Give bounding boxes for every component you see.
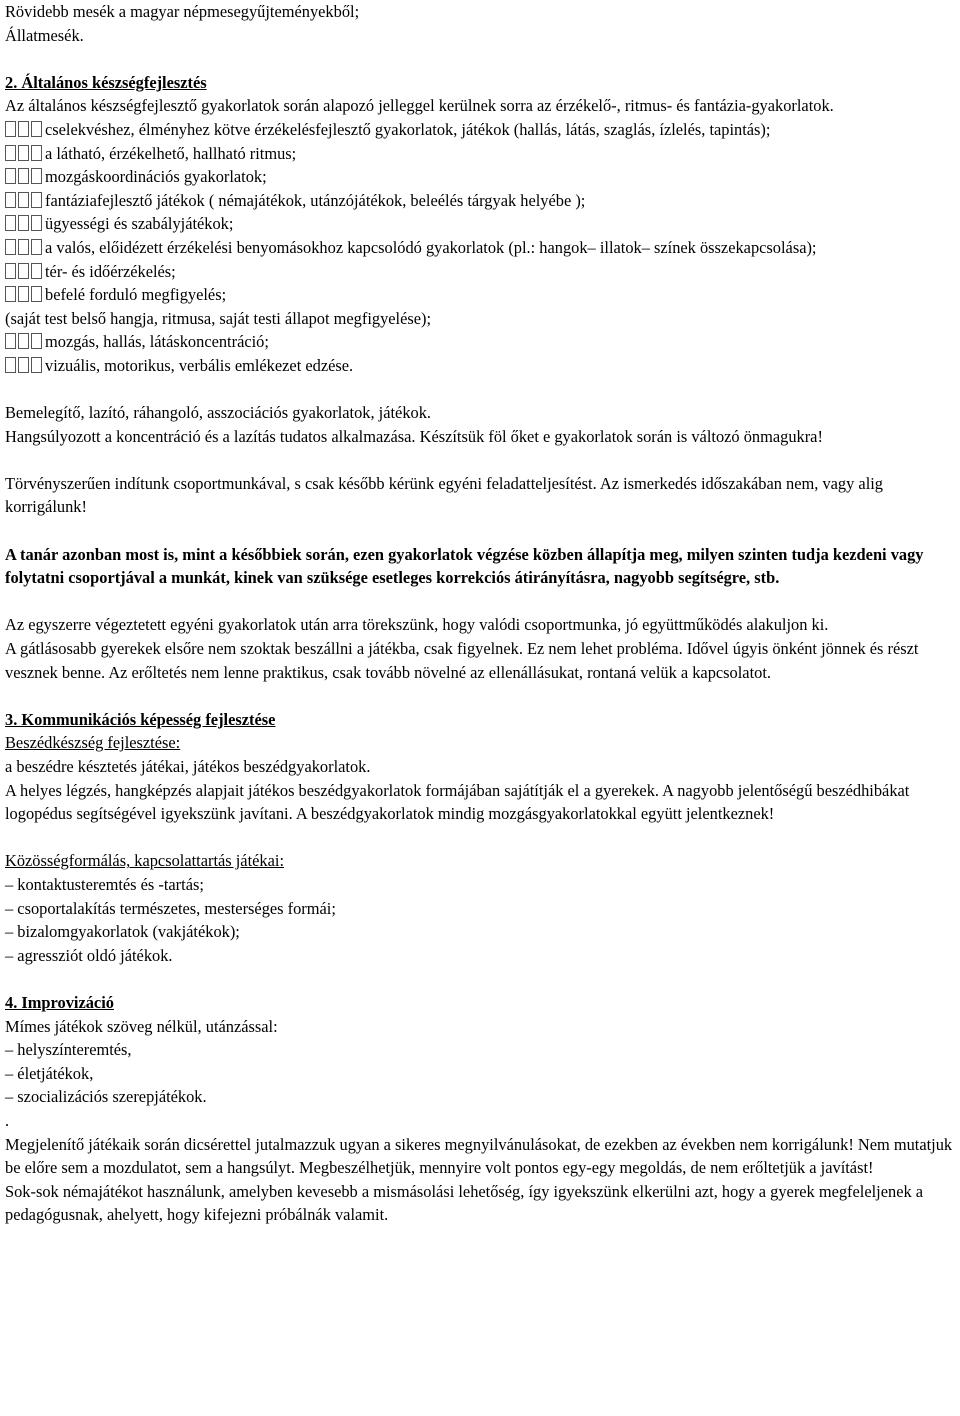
missing-glyph-icon [5, 165, 44, 189]
section-3-heading: 3. Kommunikációs képesség fejlesztése [5, 709, 276, 729]
bold-paragraph: A tanár azonban most is, mint a későbbiek során, ezen gyakorlatok végzése közben állapítja meg, milyen szinten tudja kezdeni vagy folytatni csoportjával a munkát, kinek van szüksége esetleges korrekciós átirányításra, nagyobb segítségre, stb. [5, 544, 924, 588]
bullet-item: befelé forduló megfigyelés; [5, 283, 956, 307]
intro-line-1: Rövidebb mesék a magyar népmesegyűjteményekből; [5, 2, 360, 21]
list-item: – agressziót oldó játékok. [5, 945, 173, 965]
paragraph: A helyes légzés, hangképzés alapjait játékos beszédgyakorlatok formájában sajátítják el a gyerekek. A nagyobb jelentőségű beszédhibákat logopédus segítségével igyekszünk javítani. A beszédgyakorlatok mindig mozgásgyakorlatokkal együtt jelentkeznek! [5, 780, 910, 824]
bullet-item: tér- és időérzékelés; [5, 260, 956, 284]
missing-glyph-icon [5, 189, 44, 213]
bullet-note: (saját test belső hangja, ritmusa, saját testi állapot megfigyelése); [5, 308, 432, 328]
section-4-heading: 4. Improvizáció [5, 992, 114, 1012]
bullet-item: a valós, előidézett érzékelési benyomásokhoz kapcsolódó gyakorlatok (pl.: hangok– illatok– színek összekapcsolása); [5, 236, 956, 260]
spacer [5, 590, 956, 614]
missing-glyph-icon [5, 354, 44, 378]
bullet-item: mozgáskoordinációs gyakorlatok; [5, 165, 956, 189]
missing-glyph-icon [5, 260, 44, 284]
list-item: – szocializációs szerepjátékok. [5, 1087, 207, 1107]
paragraph: A gátlásosabb gyerekek elsőre nem szoktak beszállni a játékba, csak figyelnek. Ez nem lehet probléma. Idővel úgyis önként jönnek és részt vesznek benne. Az erőltetés nem lenne praktikus, csak tovább növelné az ellenállásukat, rontaná velük a kapcsolatot. [5, 639, 919, 682]
section-2-heading: 2. Általános készségfejlesztés [5, 72, 207, 92]
missing-glyph-icon [5, 330, 44, 354]
spacer [5, 47, 956, 71]
bullet-item: a látható, érzékelhető, hallható ritmus; [5, 142, 956, 166]
paragraph: Hangsúlyozott a koncentráció és a lazítás tudatos alkalmazása. Készítsük föl őket e gyakorlatok során is változó önmagukra! [5, 426, 823, 446]
bullet-item: fantáziafejlesztő játékok ( némajátékok, utánzójátékok, beleélés tárgyak helyébe ); [5, 189, 956, 213]
paragraph: Sok-sok némajátékot használunk, amelyben kevesebb a mismásolási lehetőség, így igyekszünk elkerülni azt, hogy a gyerek megfeleljenek a pedagógusnak, ahelyett, hogy kifejezni próbálnák valamit. [5, 1181, 924, 1225]
spacer [5, 826, 956, 850]
list-item: – csoportalakítás természetes, mesterséges formái; [5, 898, 336, 918]
paragraph: Megjelenítő játékaik során dicsérettel jutalmazzuk ugyan a sikeres megnyilvánulásokat, de ezekben az években nem korrigálunk! Nem mutatjuk be előre sem a mozdulatot, sem a hangsúlyt. Megbeszélhetjük, mennyire volt pontos egy-egy megoldás, de nem erőltetjük a javítást! [5, 1134, 953, 1178]
paragraph: Törvényszerűen indítunk csoportmunkával, s csak később kérünk egyéni feladatteljesítést. Az ismerkedés időszakában nem, vagy alig korrigálunk! [5, 473, 884, 517]
list-item: – bizalomgyakorlatok (vakjátékok); [5, 922, 240, 942]
list-item: – életjátékok, [5, 1063, 94, 1083]
missing-glyph-icon [5, 118, 44, 142]
list-item: – kontaktusteremtés és -tartás; [5, 874, 204, 894]
spacer [5, 684, 956, 708]
missing-glyph-icon [5, 142, 44, 166]
bullet-item: vizuális, motorikus, verbális emlékezet edzése. [5, 354, 956, 378]
subheading: Közösségformálás, kapcsolattartás játékai: [5, 851, 284, 871]
spacer [5, 378, 956, 402]
missing-glyph-icon [5, 283, 44, 307]
paragraph: Bemelegítő, lazító, ráhangoló, asszociációs gyakorlatok, játékok. [5, 403, 432, 423]
missing-glyph-icon [5, 236, 44, 260]
list-item: – helyszínteremtés, [5, 1040, 132, 1060]
paragraph: Az egyszerre végeztetett egyéni gyakorlatok után arra törekszünk, hogy valódi csoportmunka, jó együttműködés alakuljon ki. [5, 615, 829, 635]
paragraph: Mímes játékok szöveg nélkül, utánzással: [5, 1016, 278, 1036]
subheading: Beszédkészség fejlesztése: [5, 733, 181, 753]
bullet-item: mozgás, hallás, látáskoncentráció; [5, 330, 956, 354]
paragraph: a beszédre késztetés játékai, játékos beszédgyakorlatok. [5, 757, 371, 776]
intro-line-2: Állatmesék. [5, 25, 84, 45]
missing-glyph-icon [5, 212, 44, 236]
bullet-item: cselekvéshez, élményhez kötve érzékelésfejlesztő gyakorlatok, játékok (hallás, látás, szaglás, ízlelés, tapintás); [5, 118, 956, 142]
spacer [5, 967, 956, 991]
section-2-intro: Az általános készségfejlesztő gyakorlatok során alapozó jelleggel kerülnek sorra az érzékelő-, ritmus- és fantázia-gyakorlatok. [5, 96, 834, 116]
spacer [5, 519, 956, 543]
bullet-item: ügyességi és szabályjátékok; [5, 212, 956, 236]
spacer [5, 448, 956, 472]
stray-dot: . [5, 1110, 10, 1130]
